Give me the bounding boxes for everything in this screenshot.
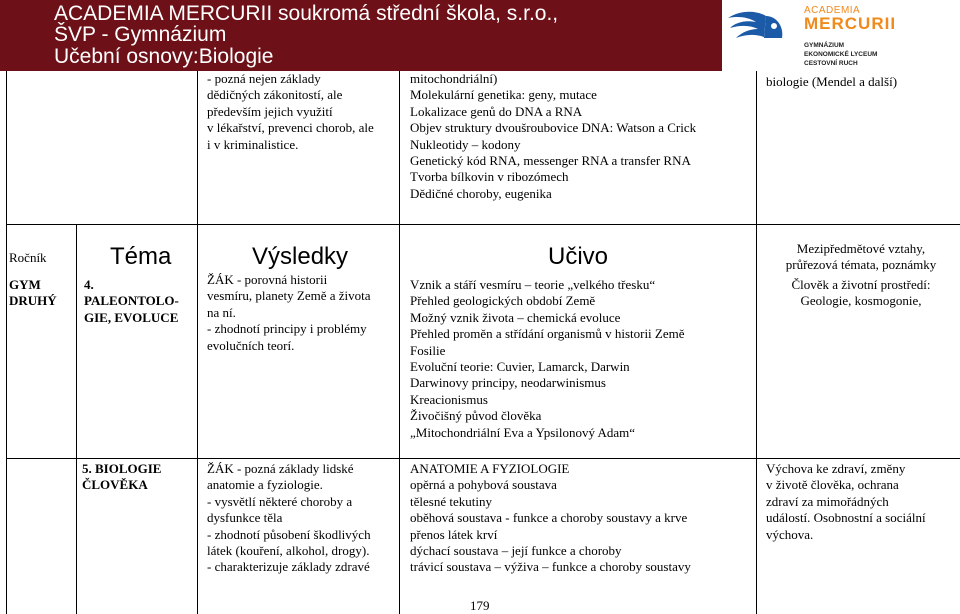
text-line: GIE, EVOLUCE <box>84 309 179 325</box>
text-line: výchova. <box>766 526 814 542</box>
text-line: „Mitochondriální Eva a Ypsilonový Adam“ <box>410 424 636 440</box>
text-line: přenos látek krví <box>410 526 498 542</box>
text-line: zdraví za mimořádných <box>766 493 889 509</box>
text-line: událostí. Osobnostní a sociální <box>766 510 926 526</box>
text-line: i v kriminalistice. <box>207 136 299 152</box>
logo-academia: ACADEMIA <box>804 5 861 16</box>
text-line: ŽÁK - pozná základy lidské <box>207 461 354 476</box>
row1-tema <box>84 277 179 326</box>
col-header-tema: Téma <box>110 243 172 270</box>
text-line: anatomie a fyziologie. <box>207 477 323 493</box>
row2-ucivo <box>410 461 691 576</box>
school-logo <box>722 0 960 71</box>
text-line: Možný vznik života – chemická evoluce <box>410 309 621 325</box>
row2-mezi <box>766 461 926 543</box>
text-line: vesmíru, planety Země a života <box>207 288 371 304</box>
text-line: ŽÁK - porovná historii <box>207 272 328 287</box>
logo-sub-3: CESTOVNÍ RUCH <box>804 60 858 67</box>
text-line: Vznik a stáří vesmíru – teorie „velkého třesku“ <box>410 277 656 292</box>
page-number: 179 <box>470 598 490 613</box>
row2-tema <box>82 461 161 494</box>
text-line: Výchova ke zdraví, změny <box>766 461 906 476</box>
text-line: - zhodnotí principy i problémy <box>207 321 367 337</box>
text-line: Přehled geologických období Země <box>410 293 596 309</box>
text-line: Kreacionismus <box>410 391 488 407</box>
header-subject: Učební osnovy:Biologie <box>54 45 274 68</box>
text-line: GYM <box>9 277 41 292</box>
text-line: - vysvětlí některé choroby a <box>207 493 353 509</box>
text-line: Tvorba bílkovin v ribozómech <box>410 169 569 185</box>
text-line: Genetický kód RNA, messenger RNA a transfer RNA <box>410 153 691 169</box>
text-line: Živočišný původ člověka <box>410 408 542 424</box>
text-line: Mezipředmětové vztahy, <box>796 241 926 256</box>
text-line: mitochondriální) <box>410 71 498 86</box>
text-line: Geologie, kosmogonie, <box>800 293 922 309</box>
text-line: ANATOMIE A FYZIOLOGIE <box>410 461 570 476</box>
header-banner <box>0 0 960 71</box>
winged-helmet-icon <box>726 4 798 54</box>
text-line: - pozná nejen základy <box>207 71 321 86</box>
text-line: Přehled proměn a střídání organismů v historii Země <box>410 326 685 342</box>
text-line: - charakterizuje základy zdravé <box>207 559 370 575</box>
text-line: Darwinovy principy, neodarwinismus <box>410 375 606 391</box>
col-header-rocnik: Ročník <box>9 250 47 265</box>
top-content-cell <box>410 71 696 202</box>
text-line: opěrná a pohybová soustava <box>410 477 557 493</box>
row1-rocnik <box>9 277 57 310</box>
text-line: PALEONTOLO- <box>84 293 179 309</box>
text-line: 4. <box>84 277 94 292</box>
top-relations-cell <box>766 74 897 90</box>
text-line: DRUHÝ <box>9 293 57 309</box>
text-line: dýchací soustava – její funkce a choroby <box>410 543 622 559</box>
col-header-vysledky: Výsledky <box>252 243 349 270</box>
col-header-mezi <box>766 241 956 274</box>
text-line: v životě člověka, ochrana <box>766 477 899 493</box>
text-line: Člověk a životní prostředí: <box>791 277 931 292</box>
text-line: Lokalizace genů do DNA a RNA <box>410 103 583 119</box>
text-line: Objev struktury dvoušroubovice DNA: Watson a Crick <box>410 120 697 136</box>
text-line: na ní. <box>207 304 236 320</box>
text-line: trávicí soustava – výživa – funkce a choroby soustavy <box>410 559 691 575</box>
text-line: ČLOVĚKA <box>82 477 148 493</box>
text-line: v lékařství, prevenci chorob, ale <box>207 120 374 136</box>
logo-sub-2: EKONOMICKÉ LYCEUM <box>804 51 878 58</box>
header-program: ŠVP - Gymnázium <box>54 23 227 46</box>
text-line: - zhodnotí působení škodlivých <box>207 526 371 542</box>
text-line: dysfunkce těla <box>207 510 283 526</box>
header-school-name: ACADEMIA MERCURII soukromá střední škola, s.r.o., <box>54 2 559 25</box>
col-header-ucivo: Učivo <box>548 243 609 270</box>
logo-sub-1: GYMNÁZIUM <box>804 42 845 49</box>
text-line: evolučních teorí. <box>207 337 295 353</box>
text-line: dědičných zákonitostí, ale <box>207 87 343 103</box>
text-line: především jejich využití <box>207 103 333 119</box>
text-line: tělesné tekutiny <box>410 493 492 509</box>
top-results-cell <box>207 71 374 153</box>
text-line: průřezová témata, poznámky <box>785 257 937 273</box>
text-line: Nukleotidy – kodony <box>410 136 521 152</box>
text-line: oběhová soustava - funkce a choroby soustavy a krve <box>410 510 688 526</box>
logo-mercurii: MERCURII <box>804 14 897 33</box>
text-line: biologie (Mendel a další) <box>766 74 898 89</box>
text-line: Molekulární genetika: geny, mutace <box>410 87 597 103</box>
row1-mezi <box>766 277 956 310</box>
row1-vysledky <box>207 272 371 354</box>
row2-vysledky <box>207 461 371 576</box>
text-line: Dědičné choroby, eugenika <box>410 185 552 201</box>
row1-ucivo <box>410 277 685 441</box>
text-line: Evoluční teorie: Cuvier, Lamarck, Darwin <box>410 359 630 375</box>
text-line: látek (kouření, alkohol, drogy). <box>207 543 370 559</box>
text-line: 5. BIOLOGIE <box>82 461 162 476</box>
text-line: Fosilie <box>410 342 446 358</box>
